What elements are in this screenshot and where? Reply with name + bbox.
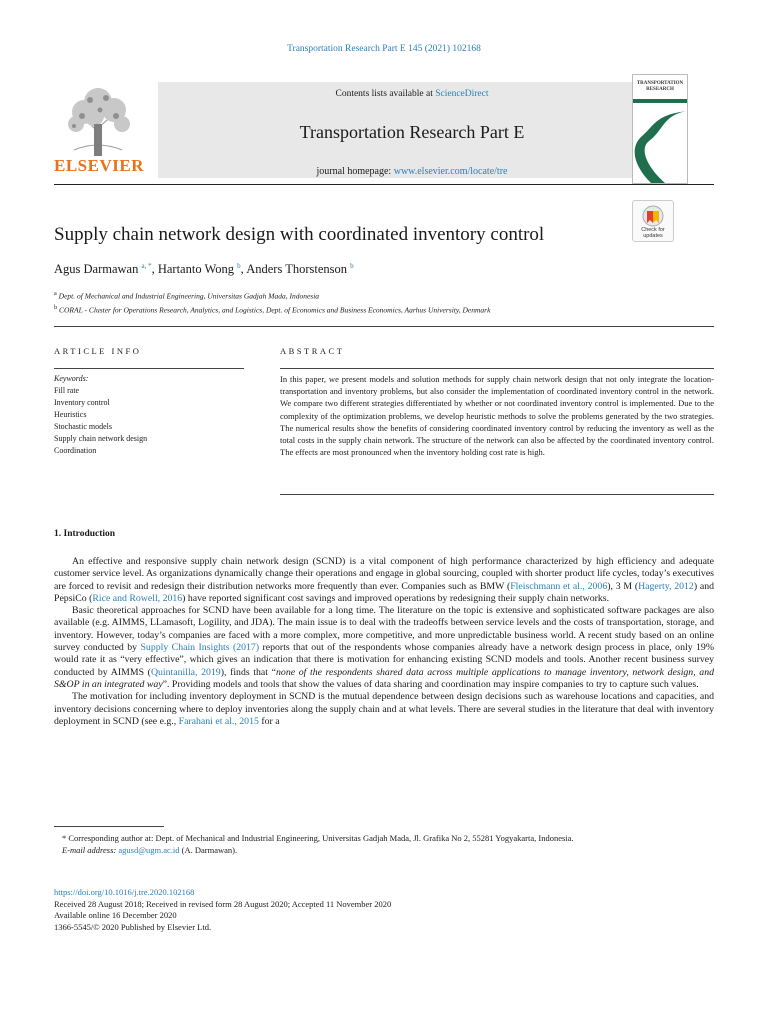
header-rule [54, 326, 714, 327]
abstract-heading: ABSTRACT [280, 346, 345, 356]
paper-title: Supply chain network design with coordinated inventory control [54, 224, 545, 245]
check-for-updates-badge[interactable] [632, 200, 674, 242]
author-email-link[interactable]: agusd@ugm.ac.id [118, 845, 180, 855]
author-affiliation-marker[interactable]: a, * [141, 262, 152, 270]
text-run: ) have reported significant cost savings and improved operations by redesigning their supply chain networks. [182, 592, 610, 604]
cover-title: TRANSPORTATION RESEARCH [636, 81, 684, 92]
abstract-text: In this paper, we present models and solution methods for supply chain network design that not only integrate the location-transportation and inventory problems, but also consider the implementation of coordinated inventory control in the network. We compare two different strategies differentiated by whether or not coordinated inventory control is implemented. Due to the complexity of the optimization problems, we develop heuristic methods to solve the problems generated by the two strategies. The numerical results show the benefits of considering coordinated inventory control by reducing the inventory as well as the total costs in the supply chain network. The structure of the network can also be affected by the coordinated inventory control. The effects are most pronounced when the inventory holding cost rate is high. [280, 374, 714, 458]
keyword-item[interactable]: Fill rate [54, 386, 80, 395]
reference-link[interactable]: Quintanilla, 2019 [150, 666, 221, 678]
journal-banner [158, 82, 666, 178]
article-info-heading: ARTICLE INFO [54, 346, 142, 356]
author-name[interactable]: Agus Darmawan [54, 262, 139, 277]
text-run: reports that out of the respondents whose companies already have a network design process in place, only 19% would rate it as “very effective”, which gives an indication that there is motivation for enhancing existing SCND models and tools. Another recent business survey conducted by AIMMS ( [54, 642, 714, 678]
publisher-logo-text: ELSEVIER [54, 156, 144, 175]
contents-prefix: Contents lists available at [335, 89, 436, 99]
keywords-list [54, 373, 244, 457]
text-run: ”. Providing models and tools that show the values of data sharing and coordination may inspire companies to try to capture such values. [162, 678, 699, 690]
affiliation-item [54, 302, 714, 316]
reference-link[interactable]: Farahani et al., 2015 [178, 715, 259, 727]
masthead-rule [54, 184, 714, 185]
footnotes [54, 832, 714, 856]
affiliations [54, 288, 714, 315]
author-separator: , [240, 262, 247, 277]
keyword-item[interactable]: Supply chain network design [54, 434, 148, 443]
journal-cover-thumbnail[interactable] [632, 74, 688, 184]
author-affiliation-marker[interactable]: b [350, 262, 354, 270]
check-updates-label: Check for updates [641, 227, 665, 239]
received-dates: Received 28 August 2018; Received in revised form 28 August 2020; Accepted 11 November 2020 [54, 898, 392, 909]
keyword-item[interactable]: Coordination [54, 446, 97, 455]
article-info-rule [54, 368, 244, 369]
abstract-rule [280, 368, 714, 369]
quoted-text: none of the respondents shared data across multiple applications to manage inventory, network design, and S&OP in an integrated way [54, 666, 714, 690]
keywords-label: Keywords: [54, 374, 89, 383]
journal-masthead [54, 74, 686, 184]
text-run: Basic theoretical approaches for SCND have been available for a long time. The literature on the topic is extensive and sophisticated software packages are also available (e.g. AIMMS, LLamasoft, Logility, and JDA). The main issue is to deal with the tradeoffs between service levels and the costs of transportation, storage, and inventory. However, today’s companies are faced with a more complex, more competitive, and more unpredictable business world. A recent study based on an online survey conducted by [54, 605, 714, 654]
journal-homepage-link[interactable]: www.elsevier.com/locate/tre [393, 166, 508, 177]
publication-info [54, 887, 714, 933]
reference-link[interactable]: Fleischmann et al., 2006 [510, 580, 608, 592]
section-heading-introduction: 1. Introduction [54, 529, 116, 539]
author-name[interactable]: Anders Thorstenson [246, 262, 348, 277]
text-run: The motivation for including inventory deployment in SCND is the mutual dependence between design decisions such as warehouse locations and capacities, and inventory decisions concerning where to deploy inventories along the supply chain and at what levels. There are several studies in the literature that deal with inventory deployment in SCND (see e.g., [54, 691, 714, 727]
author-separator: , [151, 262, 158, 277]
doi-link[interactable]: https://doi.org/10.1016/j.tre.2020.102168 [54, 887, 195, 897]
paragraph [54, 691, 714, 728]
abstract-bottom-rule [280, 494, 714, 495]
footnote-rule [54, 826, 164, 827]
reference-link[interactable]: Supply Chain Insights (2017) [140, 642, 260, 654]
homepage-prefix: journal homepage: [316, 166, 394, 177]
email-note [54, 844, 714, 856]
corresponding-author-note: * Corresponding author at: Dept. of Mechanical and Industrial Engineering, Universitas Gadjah Mada, Jl. Grafika No 2, 55281 Yogyakarta, Indonesia. [62, 833, 574, 843]
paragraph [54, 605, 714, 691]
reference-link[interactable]: Hagerty, 2012 [638, 580, 694, 592]
affiliation-text: Dept. of Mechanical and Industrial Engineering, Universitas Gadjah Mada, Indonesia [58, 291, 320, 301]
journal-title: Transportation Research Part E [299, 122, 525, 142]
affiliation-text: CORAL - Cluster for Operations Research, Analytics, and Logistics, Dept. of Economics and Business Economics, Aarhus University, Denmark [59, 305, 491, 314]
author-list [54, 262, 654, 277]
contents-line [158, 89, 666, 99]
homepage-line [158, 166, 666, 177]
author-name[interactable]: Hartanto Wong [157, 262, 235, 277]
journal-citation[interactable]: Transportation Research Part E 145 (2021) 102168 [287, 44, 481, 54]
text-run: ), finds that “ [220, 666, 277, 678]
keyword-item[interactable]: Stochastic models [54, 422, 112, 431]
copyright: 1366-5545/© 2020 Published by Elsevier Ltd. [54, 921, 212, 932]
sciencedirect-link[interactable]: ScienceDirect [435, 89, 489, 99]
affiliation-marker: b [54, 303, 58, 311]
paragraph [54, 556, 714, 605]
email-suffix: (A. Darmawan). [179, 845, 238, 855]
author-affiliation-marker[interactable]: b [237, 262, 241, 270]
keyword-item[interactable]: Inventory control [54, 398, 110, 407]
available-online: Available online 16 December 2020 [54, 910, 177, 920]
text-run: An effective and responsive supply chain network design (SCND) is a vital component of high performance characterized by high efficiency and adequate customer service level. As organizations dynamically change their operations and engage in global sourcing, coupled with shorter product life cycles, today’s executives are forced to revisit and redesign their distribution networks more frequently than ever. Companies such as BMW ( [54, 556, 714, 592]
text-run: for a [258, 715, 280, 727]
affiliation-item [54, 288, 714, 302]
affiliation-marker: a [54, 290, 57, 297]
introduction-body [54, 556, 714, 728]
email-label: E-mail address: [62, 845, 119, 855]
text-run: ), 3 M ( [607, 580, 639, 592]
text-run: ) and PepsiCo ( [54, 580, 715, 604]
keyword-item[interactable]: Heuristics [54, 410, 87, 419]
cover-road-graphic [633, 75, 687, 183]
reference-link[interactable]: Rice and Rowell, 2016 [92, 592, 183, 604]
